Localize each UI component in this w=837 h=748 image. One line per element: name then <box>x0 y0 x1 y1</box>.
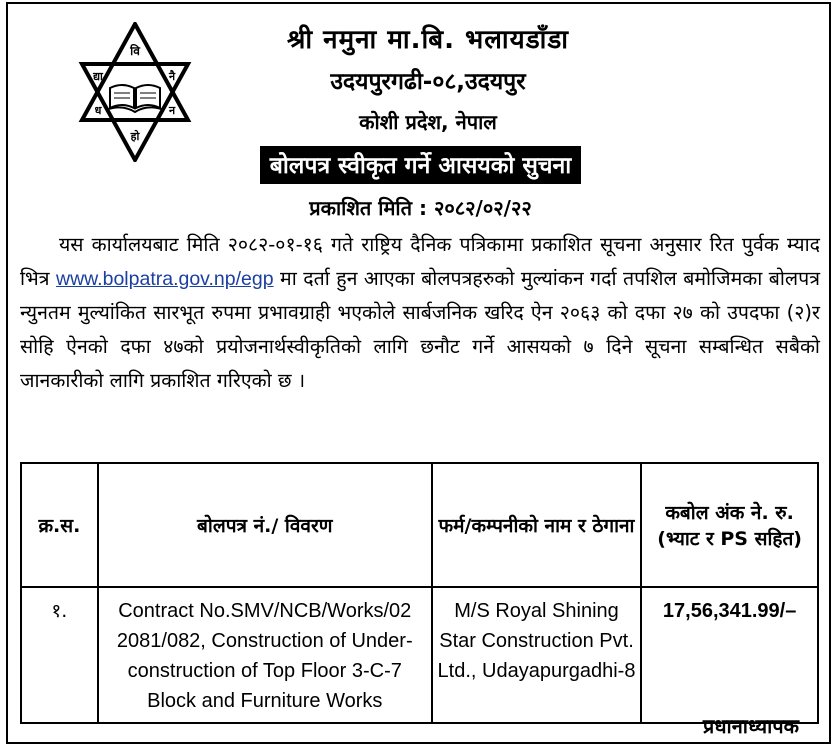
header-firm: फर्म/कम्पनीको नाम र ठेगाना <box>432 463 641 587</box>
header-sn: क्र.स. <box>21 463 98 587</box>
logo-letter-6: न <box>168 104 176 117</box>
logo-letter-3: नै <box>168 70 176 83</box>
header-description: बोलपत्र नं./ विवरण <box>98 463 432 587</box>
logo-letter-4: ध <box>94 104 102 117</box>
logo-letter-2: द्या <box>93 70 103 83</box>
logo-letter-5: हो <box>130 130 140 143</box>
notice-title-banner: बोलपत्र स्वीकृत गर्ने आसयको सुचना <box>260 146 582 184</box>
school-province: कोशी प्रदेश, नेपाल <box>359 110 497 134</box>
logo-letter-1: वि <box>130 44 140 58</box>
table-row <box>21 587 818 723</box>
signature-label: प्रधानाध्यापक <box>702 714 799 738</box>
bolpatra-link[interactable]: www.bolpatra.gov.np/egp <box>56 268 274 290</box>
cell-sn: १. <box>21 587 98 723</box>
cell-firm: M/S Royal Shining Star Construction Pvt. Ltd., Udayapurgadhi-8 <box>432 587 641 723</box>
notice-title-wrap <box>8 146 833 184</box>
notice-body <box>20 228 820 398</box>
school-name: श्री नमुना मा.बि. भलायडाँडा <box>286 25 570 55</box>
school-address: उदयपुरगढी-०८,उदयपुर <box>330 69 526 95</box>
cell-amount: 17,56,341.99/– <box>641 587 818 723</box>
header-amount: कबोल अंक ने. रु. (भ्याट र PS सहित) <box>641 463 818 587</box>
body-text-start: यस कार्यालयबाट मिति २०८२-०१-१६ गते राष्ट्रिय दैनिक पत्रिकामा प्रकाशित सूचना अनुसार रित पुर्वक म्याद भित्र <box>20 233 820 290</box>
bid-table <box>20 462 819 724</box>
table-header-row <box>21 463 818 587</box>
publish-date: प्रकाशित मिति : २०८२/०२/२२ <box>309 196 532 220</box>
cell-description: Contract No.SMV/NCB/Works/02 2081/082, Construction of Under-construction of Top Floor 3-C-7 Block and Furniture Works <box>98 587 432 723</box>
body-text-end: मा दर्ता हुन आएका बोलपत्रहरुको मुल्यांकन गर्दा तपशिल बमोजिमका बोलपत्र न्युनतम मुल्यांकित सारभूत रुपमा प्रभावग्राही भएकोले सार्बजनिक खरिद ऐन २०६३ को दफा २७ को उपदफा (२)र सोहि ऐनको दफा ४७को प्रयोजनार्थस्वीकृतिको लागि छनौट गर्ने आसयको ७ दिने सूचना सम्बन्धित सबैको जानकारीको लागि प्रकाशित गरिएको छ । <box>20 267 820 392</box>
notice-paragraph <box>20 228 820 398</box>
notice-page <box>6 2 831 744</box>
